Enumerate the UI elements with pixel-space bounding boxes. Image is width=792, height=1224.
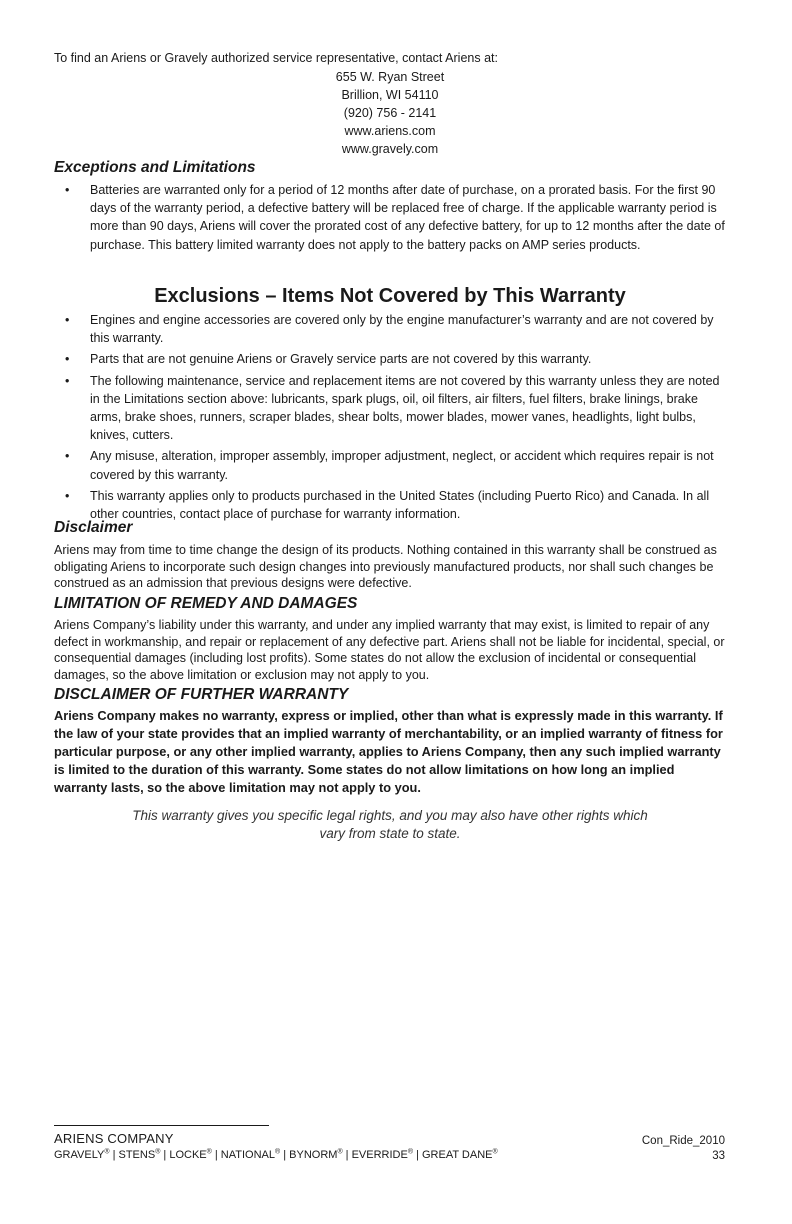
closing-statement [54, 807, 726, 843]
footer-brands [54, 1148, 498, 1163]
registered-mark: ® [206, 1148, 212, 1156]
brand-everride: EVERRIDE [351, 1149, 408, 1161]
address-website-gravely: www.gravely.com [341, 142, 439, 156]
list-item [54, 311, 726, 347]
list-item [54, 350, 726, 368]
bullet-icon: • [65, 313, 70, 327]
brand-gravely: GRAVELY [54, 1149, 105, 1161]
footer-left [54, 1131, 498, 1163]
registered-mark: ® [155, 1148, 161, 1156]
brand-separator: | [112, 1149, 116, 1161]
bullet-icon: • [65, 183, 70, 197]
further-disclaimer-text: Ariens Company makes no warranty, express or implied, other than what is expressly made in this warranty. If the law of your state provides that an implied warranty of merchantability, or an implied warranty of fitness for particular purpose, or any other implied warranty, applies to Ariens Company, then any such implied warranty is limited to the duration of this warranty. Some states do not allow limitations on how long an implied warranty lasts, so the above limitation may not apply to you. [54, 708, 723, 795]
address-website-ariens: www.ariens.com [344, 124, 436, 138]
contact-intro: To find an Ariens or Gravely authorized service representative, contact Ariens at: [54, 51, 498, 65]
exclusions-title: Exclusions – Items Not Covered by This Warranty [154, 285, 626, 307]
bullet-icon: • [65, 373, 70, 388]
brand-separator: | [416, 1149, 419, 1161]
registered-mark: ® [337, 1148, 343, 1156]
registered-mark: ® [492, 1148, 498, 1156]
limitation-text: Ariens Company’s liability under this warranty, and under any implied warranty that may exist, is limited to repair of any defect in workmanship, and repair or replacement of any defective part. Ariens shall not be liable for incidental, special, or consequential damages (including lost profits). Some states do not allow the exclusion of incidental or consequential damages, so the above limitation or exclusion may not apply to you. [54, 618, 725, 682]
bullet-icon: • [65, 488, 70, 503]
brand-national: NATIONAL [220, 1149, 275, 1161]
list-item-text: Parts that are not genuine Ariens or Gravely service parts are not covered by this warranty. [90, 352, 592, 367]
address-phone: (920) 756 - 2141 [343, 106, 437, 120]
brand-separator: | [283, 1149, 287, 1161]
list-item-text: Engines and engine accessories are covered only by the engine manufacturer’s warranty and are not covered by this warranty. [90, 313, 714, 346]
exceptions-list [54, 181, 726, 257]
list-item [54, 372, 726, 445]
further-disclaimer-heading: DISCLAIMER OF FURTHER WARRANTY [54, 686, 349, 703]
list-item-text: This warranty applies only to products purchased in the United States (including Puerto Rico) and Canada. In all other countries, contact place of purchase for warranty information. [90, 488, 710, 522]
disclaimer-text: Ariens may from time to time change the design of its products. Nothing contained in this warranty shall be construed as obligating Ariens to incorporate such design changes into previously manufactured products, nor shall such changes be construed as an admission that previous designs were defective. [54, 543, 717, 590]
disclaimer-heading: Disclaimer [54, 519, 133, 536]
brand-separator: | [214, 1149, 218, 1161]
registered-mark: ® [104, 1148, 110, 1156]
address-city: Brillion, WI 54110 [341, 88, 439, 102]
exclusions-list [54, 311, 726, 526]
bullet-icon: • [65, 449, 70, 464]
brand-separator: | [163, 1149, 167, 1161]
list-item [54, 181, 726, 254]
list-item-text: Batteries are warranted only for a period of 12 months after date of purchase, on a prorated basis. For the first 90 days of the warranty period, a defective battery will be replaced free of charge. If the applicable warranty period is more than 90 days, Ariens will cover the prorated cost of any defective battery, for up to 12 months after the date of purchase. This battery limited warranty does not apply to the battery packs on AMP series products. [90, 183, 725, 252]
list-item-text: Any misuse, alteration, improper assembly, improper adjustment, neglect, or accident which requires repair is not covered by this warranty. [90, 449, 714, 482]
registered-mark: ® [407, 1148, 414, 1156]
closing-line-1: This warranty gives you specific legal rights, and you may also have other rights which [132, 808, 648, 823]
page-number: 33 [712, 1150, 725, 1162]
bullet-icon: • [65, 352, 70, 367]
brand-bynorm: BYNORM [289, 1149, 338, 1161]
footer-company: ARIENS COMPANY [54, 1131, 174, 1146]
footer-right [642, 1134, 725, 1164]
brand-separator: | [345, 1149, 349, 1161]
document-code: Con_Ride_2010 [641, 1135, 725, 1147]
brand-great-dane: GREAT DANE [422, 1149, 493, 1161]
closing-line-2: vary from state to state. [319, 826, 461, 841]
brand-stens: STENS [118, 1149, 156, 1161]
limitation-heading: LIMITATION OF REMEDY AND DAMAGES [54, 595, 358, 612]
registered-mark: ® [275, 1148, 281, 1156]
list-item-text: The following maintenance, service and replacement items are not covered by this warranty unless they are noted in the Limitations section above: lubricants, spark plugs, oil, oil filters, air filters, fuel filters, brake linings, brake arms, brake shoes, runners, scraper blades, shear bolts, mower blades, mower vanes, headlights, light bulbs, knives, cutters. [90, 373, 720, 443]
brand-locke: LOCKE [169, 1149, 207, 1161]
list-item [54, 447, 726, 483]
list-item [54, 487, 726, 523]
exceptions-heading: Exceptions and Limitations [54, 159, 256, 176]
footer-divider [54, 1125, 269, 1126]
contact-address [54, 68, 726, 158]
address-street: 655 W. Ryan Street [335, 70, 445, 84]
